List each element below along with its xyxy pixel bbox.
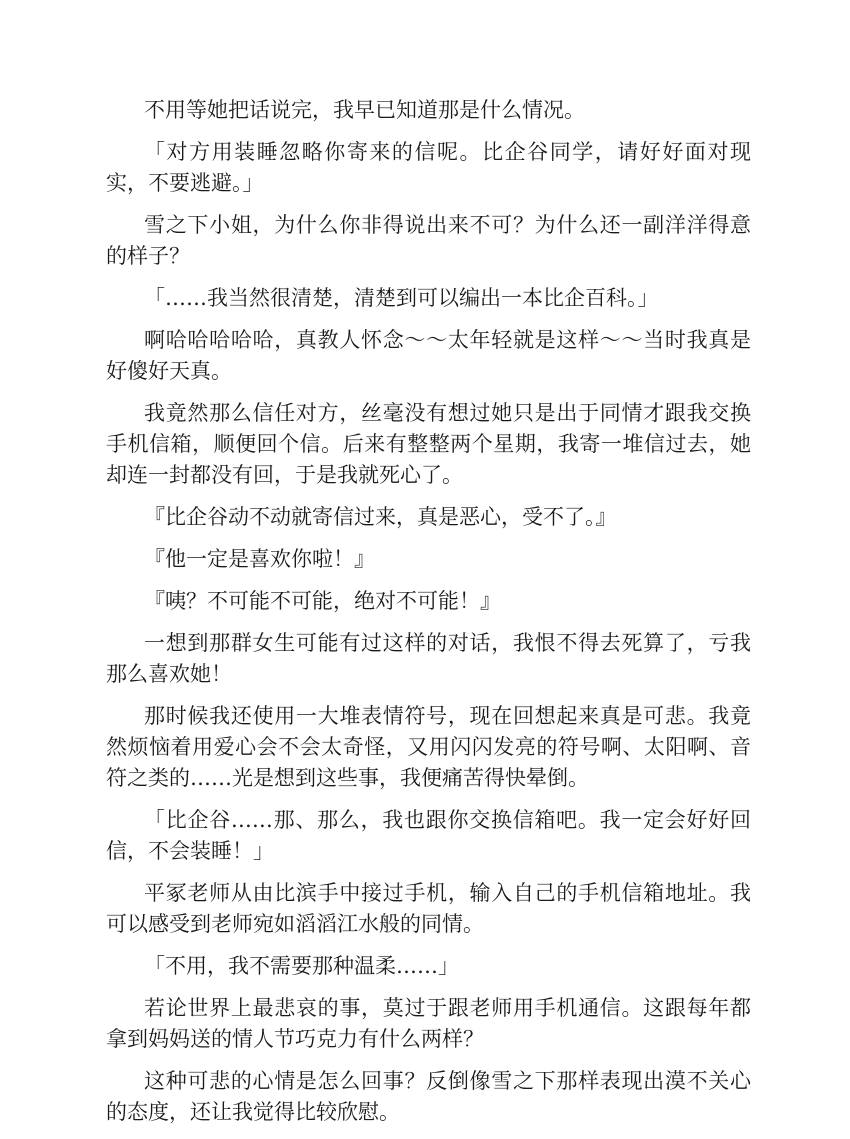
paragraph: 这种可悲的心情是怎么回事？反倒像雪之下那样表现出漠不关心的态度，还让我觉得比较欣慰。 — [106, 1069, 751, 1124]
paragraph: 『比企谷动不动就寄信过来，真是恶心，受不了。』 — [144, 505, 617, 529]
paragraph: 我竟然那么信任对方，丝毫没有想过她只是出于同情才跟我交换手机信箱，顺便回个信。后来有整整两个星期，我寄一堆信过去，她却连一封都没有回，于是我就死心了。 — [106, 401, 751, 487]
paragraph: 「对方用装睡忽略你寄来的信呢。比企谷同学，请好好面对现实，不要逃避。」 — [106, 140, 751, 195]
paragraph: 若论世界上最悲哀的事，莫过于跟老师用手机通信。这跟每年都拿到妈妈送的情人节巧克力有什么两样？ — [106, 996, 751, 1051]
body-text — [106, 95, 751, 1139]
paragraph: 啊哈哈哈哈哈，真教人怀念～～太年轻就是这样～～当时我真是好傻好天真。 — [106, 328, 751, 383]
paragraph: 那时候我还使用一大堆表情符号，现在回想起来真是可悲。我竟然烦恼着用爱心会不会太奇怪，又用闪闪发亮的符号啊、太阳啊、音符之类的……光是想到这些事，我便痛苦得快晕倒。 — [106, 704, 751, 790]
paragraph: 雪之下小姐，为什么你非得说出来不可？为什么还一副洋洋得意的样子？ — [106, 213, 751, 268]
paragraph: 「……我当然很清楚，清楚到可以编出一本比企百科。」 — [144, 286, 659, 310]
paragraph: 「比企谷……那、那么，我也跟你交换信箱吧。我一定会好好回信，不会装睡！」 — [106, 808, 751, 863]
paragraph: 『他一定是喜欢你啦！』 — [144, 547, 375, 571]
paragraph: 平冢老师从由比滨手中接过手机，输入自己的手机信箱地址。我可以感受到老师宛如滔滔江水般的同情。 — [106, 881, 751, 936]
paragraph: 『咦？不可能不可能，绝对不可能！』 — [144, 589, 501, 613]
paragraph: 一想到那群女生可能有过这样的对话，我恨不得去死算了，亏我那么喜欢她！ — [106, 631, 751, 686]
paragraph: 不用等她把话说完，我早已知道那是什么情况。 — [144, 98, 585, 122]
paragraph: 「不用，我不需要那种温柔……」 — [144, 954, 459, 978]
